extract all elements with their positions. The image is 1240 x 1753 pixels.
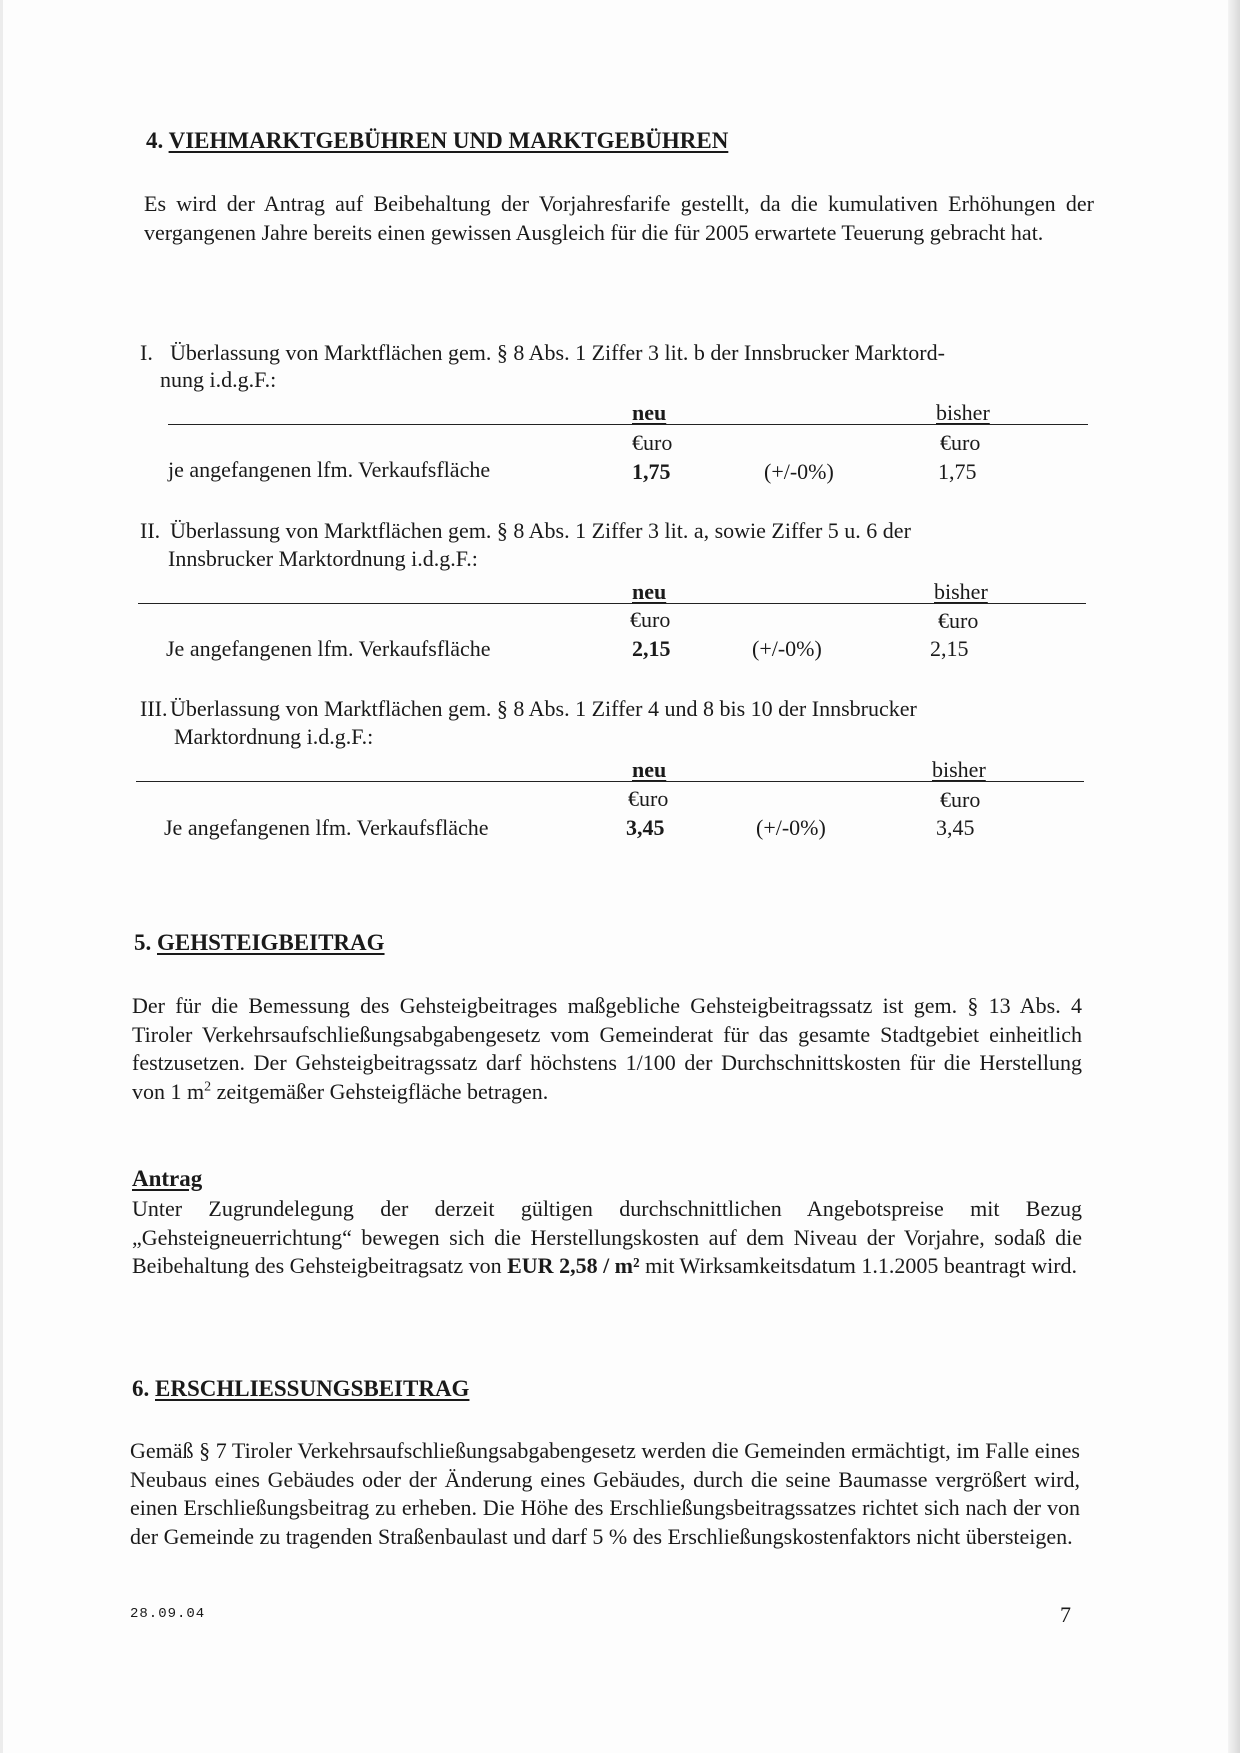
section-5-paragraph (132, 992, 1082, 1106)
item-1-row-label: je angefangenen lfm. Verkaufsfläche (168, 457, 491, 482)
item-1-numeral: I. (140, 340, 153, 365)
item-3-numeral: III. (140, 696, 168, 721)
antrag-paragraph (132, 1195, 1082, 1281)
item-2-line1: Überlassung von Marktflächen gem. § 8 Abs. 1 Ziffer 3 lit. a, sowie Ziffer 5 u. 6 der (170, 518, 911, 543)
section-4-title: VIEHMARKTGEBÜHREN UND MARKTGEBÜHREN (168, 128, 729, 153)
item-3-change: (+/-0%) (756, 815, 826, 840)
antrag-text-1: Unter Zugrundelegung der derzeit gültigen durchschnittlichen Angebotspreise mit Bezug „Gehsteigneuerrichtung“ bewegen sich die Herstellungskosten auf dem Niveau der Vorjahre, sodaß die Beibehaltung des Gehsteigbeitragsatz von (132, 1196, 1082, 1278)
item-1-rule (168, 424, 1088, 425)
item-1-change: (+/-0%) (764, 459, 834, 484)
item-3-line2: Marktordnung i.d.g.F.: (174, 724, 374, 749)
item-1-currency-new: €uro (632, 430, 673, 455)
item-3-value-new: 3,45 (626, 815, 665, 840)
item-3-currency-new: €uro (628, 786, 669, 811)
item-2-currency-old: €uro (938, 608, 979, 633)
antrag-heading (132, 1166, 202, 1192)
scan-edge-right (1228, 0, 1240, 1753)
item-3-col-new: neu (632, 757, 667, 782)
item-2-change: (+/-0%) (752, 636, 822, 661)
antrag-text-2: mit Wirksamkeitsdatum 1.1.2005 beantragt wird. (639, 1253, 1078, 1278)
footer-date: 28.09.04 (130, 1606, 206, 1622)
item-3-col-old: bisher (932, 757, 986, 782)
item-2-col-old: bisher (934, 579, 988, 604)
section-6-number: 6. (132, 1376, 150, 1401)
section-5-heading (134, 930, 385, 956)
item-3-row-label: Je angefangenen lfm. Verkaufsfläche (164, 815, 489, 840)
item-2-currency-new: €uro (630, 607, 671, 632)
section-5-title: GEHSTEIGBEITRAG (157, 930, 385, 955)
page-number: 7 (1060, 1602, 1071, 1627)
item-3-currency-old: €uro (940, 787, 981, 812)
item-2-line2: Innsbrucker Marktordnung i.d.g.F.: (168, 546, 478, 571)
item-3-rule (136, 781, 1084, 782)
item-1-col-new: neu (632, 400, 667, 425)
section-4-heading (146, 128, 728, 154)
antrag-heading-text: Antrag (132, 1166, 203, 1191)
item-2-value-new: 2,15 (632, 636, 671, 661)
item-2-row-label: Je angefangenen lfm. Verkaufsfläche (166, 636, 491, 661)
item-1-value-old: 1,75 (938, 459, 977, 484)
item-2-rule (138, 603, 1086, 604)
item-3-value-old: 3,45 (936, 815, 975, 840)
section-4-number: 4. (146, 128, 164, 153)
section-6-title: ERSCHLIESSUNGSBEITRAG (155, 1376, 470, 1401)
item-1-line2: nung i.d.g.F.: (160, 367, 277, 392)
item-1-line1: Überlassung von Marktflächen gem. § 8 Abs. 1 Ziffer 3 lit. b der Innsbrucker Marktord- (170, 340, 945, 365)
section-5-paragraph-tail: zeitgemäßer Gehsteigfläche betragen. (211, 1078, 549, 1104)
item-2-col-new: neu (632, 579, 667, 604)
antrag-rate: EUR 2,58 / m² (507, 1253, 640, 1278)
item-1-value-new: 1,75 (632, 459, 671, 484)
section-5-paragraph-main: Der für die Bemessung des Gehsteigbeitrages maßgebliche Gehsteigbeitragssatz ist gem. § 13 Abs. 4 Tiroler Verkehrsaufschließungsabgabengesetz vom Gemeinderat für das gesamte Stadtgebiet einheitlich festzusetzen. Der Gehsteigbeitragssatz darf höchstens 1/100 der Durchschnittskosten für die Herstellung von 1 m (132, 993, 1082, 1104)
item-1-currency-old: €uro (940, 430, 981, 455)
section-5-number: 5. (134, 930, 152, 955)
section-5-superscript: 2 (204, 1079, 212, 1095)
section-6-heading (132, 1376, 469, 1402)
item-3-line1: Überlassung von Marktflächen gem. § 8 Abs. 1 Ziffer 4 und 8 bis 10 der Innsbrucker (170, 696, 917, 721)
scan-edge-left (0, 0, 3, 1753)
item-1-col-old: bisher (936, 400, 990, 425)
item-2-value-old: 2,15 (930, 636, 969, 661)
section-4-intro: Es wird der Antrag auf Beibehaltung der Vorjahresfarife gestellt, da die kumulativen Erhöhungen der vergangenen Jahre bereits einen gewissen Ausgleich für die für 2005 erwartete Teuerung gebracht hat. (144, 191, 1094, 245)
item-2-numeral: II. (140, 518, 161, 543)
section-6-paragraph: Gemäß § 7 Tiroler Verkehrsaufschließungsabgabengesetz werden die Gemeinden ermächtigt, im Falle eines Neubaus eines Gebäudes oder der Änderung eines Gebäudes, durch die seine Baumasse vergrößert wird, einen Erschließungsbeitrag zu erheben. Die Höhe des Erschließungsbeitragssatzes richtet sich nach der von der Gemeinde zu tragenden Straßenbaulast und darf 5 % des Erschließungskostenfaktors nicht übersteigen. (130, 1438, 1080, 1549)
